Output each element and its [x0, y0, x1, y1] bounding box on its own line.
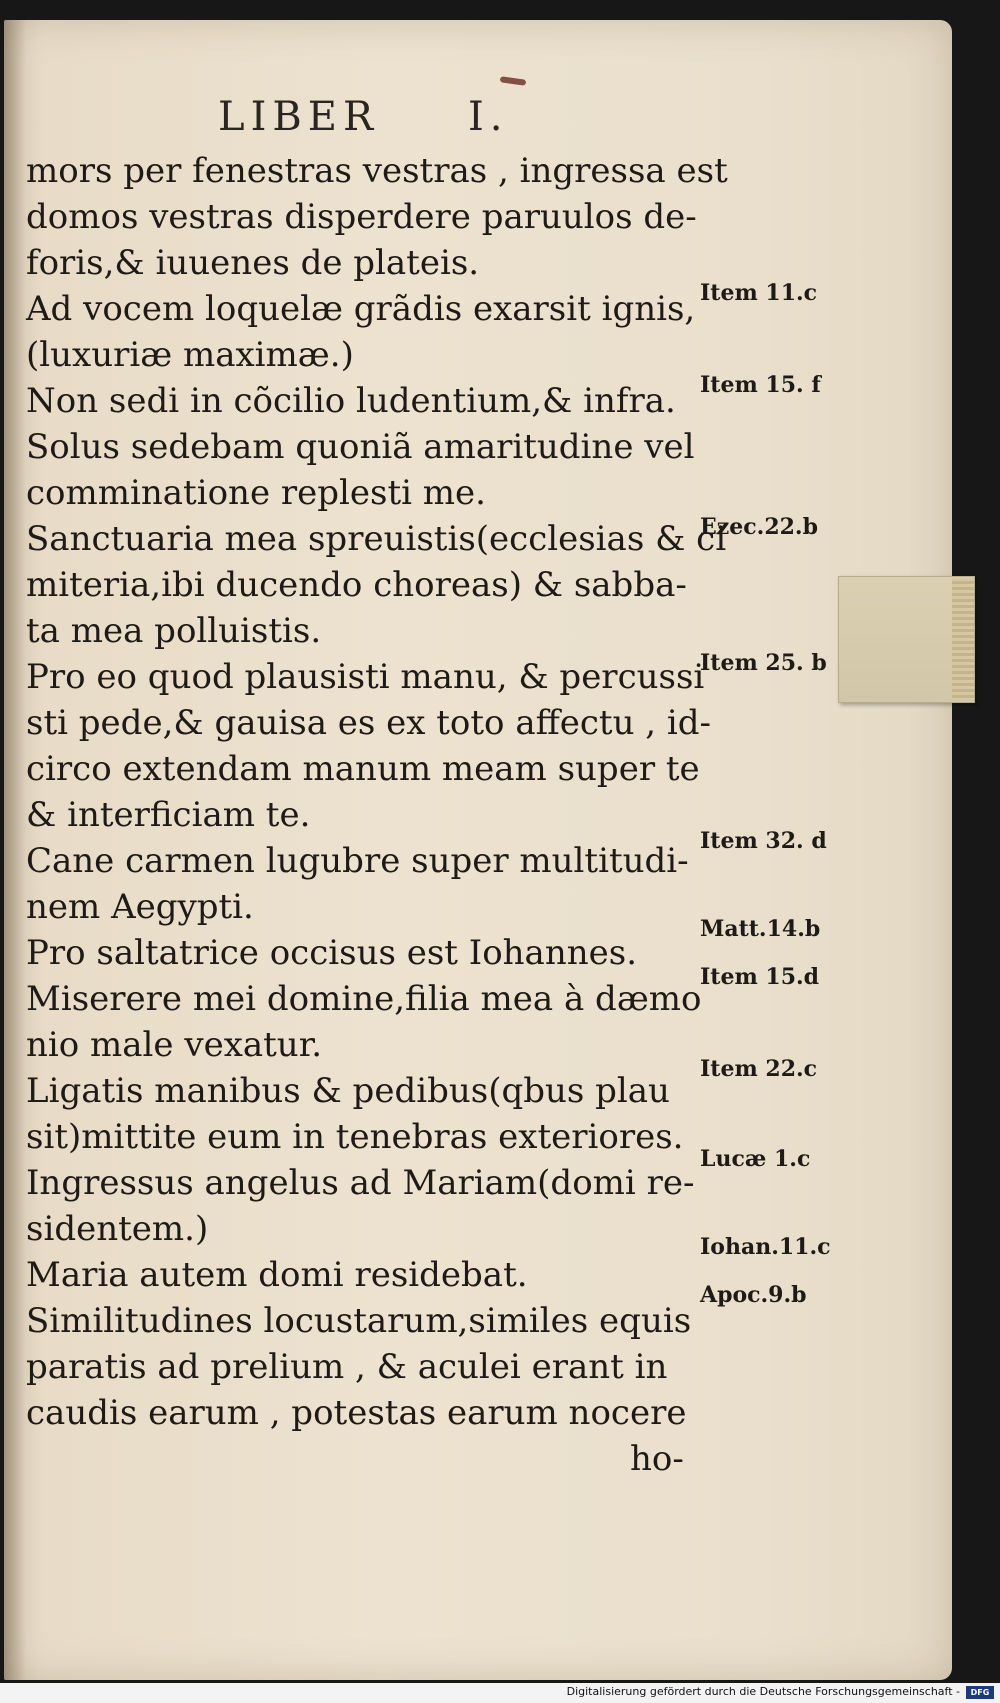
paper-tab-edge [952, 578, 974, 698]
text-line: foris,& iuuenes de plateis. [26, 243, 480, 283]
text-line: Non sedi in cõcilio ludentium,& infra. [26, 381, 676, 421]
text-line: mors per fenestras vestras , ingressa est [26, 151, 728, 191]
text-line: & interficiam te. [26, 795, 311, 835]
text-line: comminatione replesti me. [26, 473, 486, 513]
text-line: sidentem.) [26, 1209, 209, 1249]
margin-note: Lucæ 1.c [700, 1146, 811, 1172]
dfg-logo: DFG [966, 1686, 994, 1699]
text-line: Similitudines locustarum,similes equis [26, 1301, 692, 1341]
margin-note: Item 15. f [700, 372, 821, 398]
margin-note: Item 32. d [700, 828, 827, 854]
text-line: (luxuriæ maximæ.) [26, 335, 354, 375]
page-gutter [4, 20, 26, 1680]
text-line: Ligatis manibus & pedibus(qbus plau [26, 1071, 670, 1111]
text-line: nio male vexatur. [26, 1025, 323, 1065]
margin-note: Item 15.d [700, 964, 820, 990]
text-line: miteria,ibi ducendo choreas) & sabba- [26, 565, 687, 605]
text-line: Miserere mei domine,filia mea à dæmo [26, 979, 702, 1019]
margin-note: Item 25. b [700, 650, 827, 676]
running-header [218, 94, 618, 144]
text-line: ta mea polluistis. [26, 611, 322, 651]
text-line: paratis ad prelium , & aculei erant in [26, 1347, 668, 1387]
margin-note: Item 22.c [700, 1056, 818, 1082]
footer-bar [0, 1683, 1000, 1703]
margin-note: Iohan.11.c [700, 1234, 831, 1260]
text-line: Sanctuaria mea spreuistis(ecclesias & ci [26, 519, 727, 559]
margin-note: Ezec.22.b [700, 514, 818, 540]
margin-note: Item 11.c [700, 280, 818, 306]
catchword: ho- [630, 1439, 684, 1479]
text-line: domos vestras disperdere paruulos de- [26, 197, 697, 237]
header-title: LIBER [218, 94, 380, 140]
text-line: Pro eo quod plausisti manu, & percussi [26, 657, 705, 697]
text-line: Solus sedebam quoniã amaritudine vel [26, 427, 695, 467]
text-line: circo extendam manum meam super te [26, 749, 700, 789]
text-line: Cane carmen lugubre super multitudi- [26, 841, 689, 881]
text-line: Ad vocem loquelæ grãdis exarsit ignis, [26, 289, 696, 329]
margin-note: Apoc.9.b [700, 1282, 807, 1308]
text-line: nem Aegypti. [26, 887, 254, 927]
header-book-number: I. [468, 94, 509, 140]
footer-credit: Digitalisierung gefördert durch die Deutsche Forschungsgemeinschaft - [566, 1685, 960, 1698]
margin-note: Matt.14.b [700, 916, 821, 942]
text-line: Ingressus angelus ad Mariam(domi re- [26, 1163, 695, 1203]
text-line: Maria autem domi residebat. [26, 1255, 528, 1295]
text-line: sit)mittite eum in tenebras exteriores. [26, 1117, 684, 1157]
text-line: sti pede,& gauisa es ex toto affectu , id- [26, 703, 712, 743]
text-line: Pro saltatrice occisus est Iohannes. [26, 933, 638, 973]
text-line: caudis earum , potestas earum nocere [26, 1393, 687, 1433]
